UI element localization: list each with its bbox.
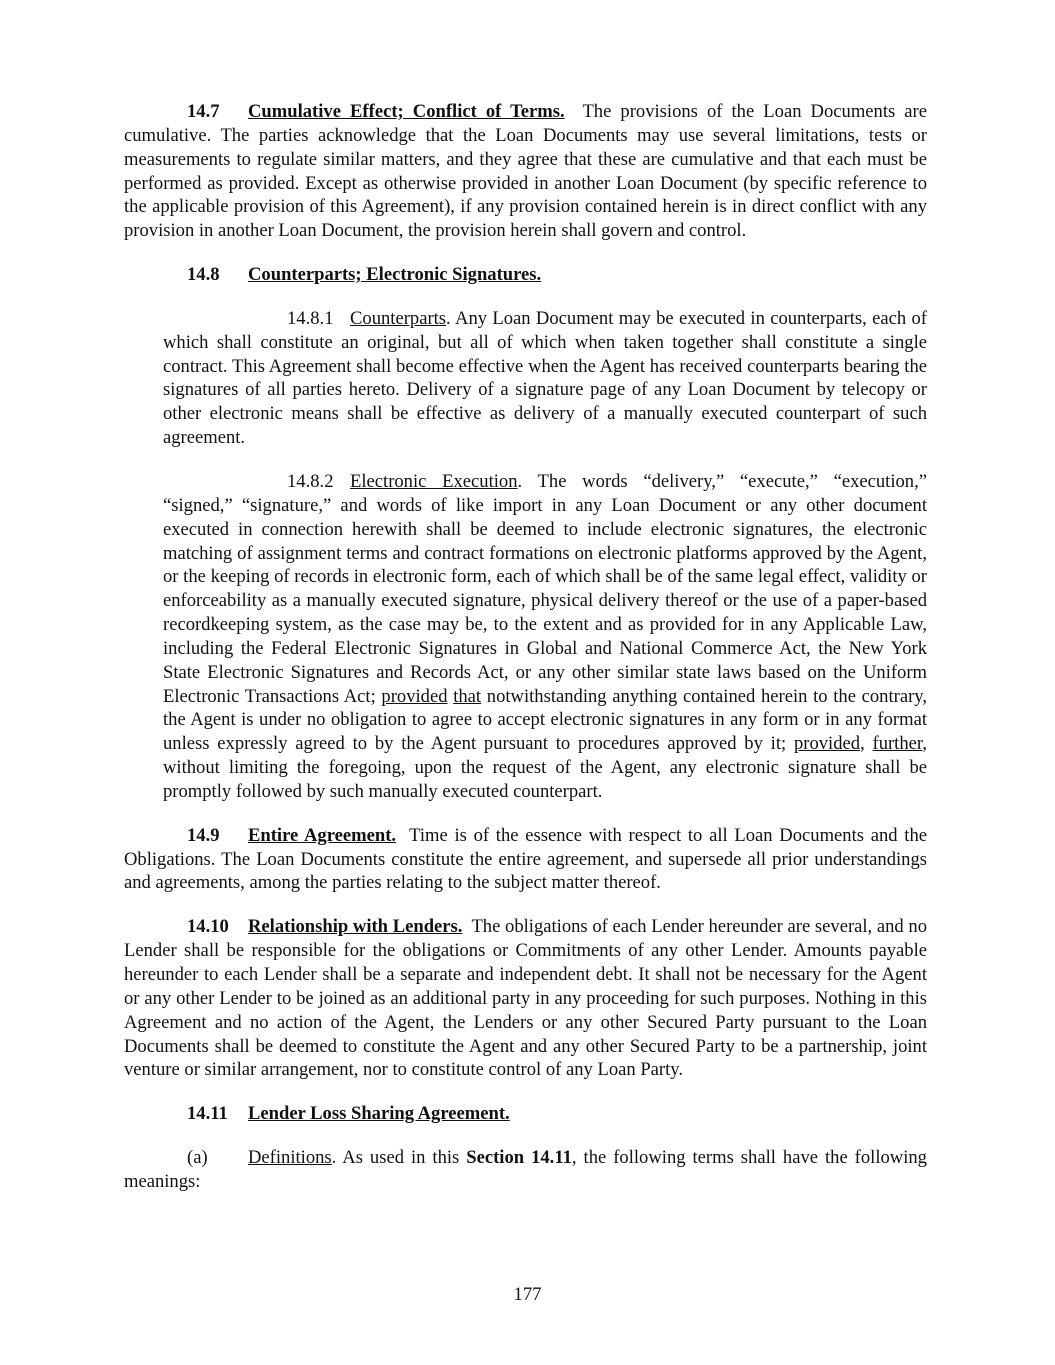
section-14-9 — [124, 824, 927, 896]
section-14-10 — [124, 915, 927, 1082]
paragraph-body-2: , the following terms shall have the following meanings: — [124, 1147, 927, 1192]
further-term: further — [872, 733, 923, 755]
section-body: The provisions of the Loan Documents are cumulative. The parties acknowledge that the Loan Documents may use several limitations, tests or measurements to regulate similar matters, and they agree that these are cumulative and that each must be performed as provided. Except as otherwise provided in another Loan Document (by specific reference to the applicable provision of this Agreement), if any provision contained herein is in direct conflict with any provision in another Loan Document, the provision herein shall govern and control. — [124, 101, 928, 242]
section-14-8 — [124, 263, 927, 287]
paragraph-a — [124, 1146, 927, 1194]
section-14-8-1 — [163, 307, 927, 450]
subsection-title: Counterparts — [350, 307, 447, 329]
that-term: that — [453, 685, 482, 707]
paragraph-body-1: . As used in this — [331, 1147, 467, 1169]
section-14-7 — [124, 100, 927, 243]
provided-term-2: provided — [793, 733, 861, 755]
section-title: Cumulative Effect; Conflict of Terms. — [248, 101, 565, 122]
subsection-title: Electronic Execution — [350, 470, 518, 492]
section-title: Entire Agreement. — [248, 824, 397, 846]
section-body: The obligations of each Lender hereunder are several, and no Lender shall be responsible for the obligations or Commitments of any other Lender. Amounts payable hereunder to each Lender shall be a separate and independent debt. It shall not be necessary for the Agent or any other Lender to be joined as an additional party in any proceeding for such purposes. Nothing in this Agreement and no action of the Agent, the Lenders or any other Secured Party pursuant to the Loan Documents shall be deemed to constitute the Agent and any other Secured Party to be a partnership, joint venture or similar arrangement, nor to constitute control of any Loan Party. — [124, 916, 927, 1081]
subsection-number: 14.8.1 — [287, 307, 334, 329]
section-title: Counterparts; Electronic Signatures. — [248, 264, 542, 286]
page-number: 177 — [513, 1284, 542, 1305]
subsection-body: . Any Loan Document may be executed in counterparts, each of which shall constitute an original, but all of which when taken together shall constitute a single contract. This Agreement shall become effective when the Agent has received counterparts bearing the signatures of all parties hereto. Delivery of a signature page of any Loan Document by telecopy or other electronic means shall be effective as delivery of a manually executed counterpart of such agreement. — [163, 307, 927, 449]
subsection-body-3: , without limiting the foregoing, upon the request of the Agent, any electronic signature shall be promptly followed by such manually executed counterpart. — [163, 733, 927, 802]
section-number: 14.10 — [187, 916, 229, 938]
section-number: 14.11 — [187, 1103, 228, 1125]
subsection-number: 14.8.2 — [287, 470, 334, 492]
paragraph-title: Definitions — [248, 1147, 332, 1169]
section-reference: Section 14.11 — [466, 1147, 572, 1169]
section-14-8-2 — [163, 470, 927, 804]
section-number: 14.7 — [187, 101, 220, 122]
subsection-body-1: . The words “delivery,” “execute,” “execution,” “signed,” “signature,” and words of like import in any Loan Document or any other document executed in connection herewith shall be deemed to include electronic signatures, the electronic matching of assignment terms and contract formations on electronic platforms approved by the Agent, or the keeping of records in electronic form, each of which shall be of the same legal effect, validity or enforceability as a manually executed signature, physical delivery thereof or the use of a paper-based recordkeeping system, as the case may be, to the extent and as provided for in any Applicable Law, including the Federal Electronic Signatures in Global and National Commerce Act, the New York State Electronic Signatures and Records Act, or any other similar state laws based on the Uniform Electronic Transactions Act; — [163, 470, 928, 707]
document-page — [124, 100, 927, 1194]
section-body: Time is of the essence with respect to all Loan Documents and the Obligations. The Loan Documents constitute the entire agreement, and supersede all prior understandings and agreements, among the parties relating to the subject matter thereof. — [124, 824, 927, 894]
subsection-body-2: notwithstanding anything contained herein to the contrary, the Agent is under no obligation to agree to accept electronic signatures in any form or in any format unless expressly agreed to by the Agent pursuant to procedures approved by it; — [163, 685, 928, 755]
section-title: Lender Loss Sharing Agreement. — [248, 1103, 510, 1125]
section-14-11 — [124, 1102, 927, 1126]
section-number: 14.9 — [187, 824, 220, 846]
section-number: 14.8 — [187, 264, 220, 286]
section-title: Relationship with Lenders. — [248, 916, 463, 938]
provided-term: provided — [381, 685, 448, 707]
paragraph-label: (a) — [187, 1147, 208, 1169]
comma: , — [860, 733, 873, 755]
